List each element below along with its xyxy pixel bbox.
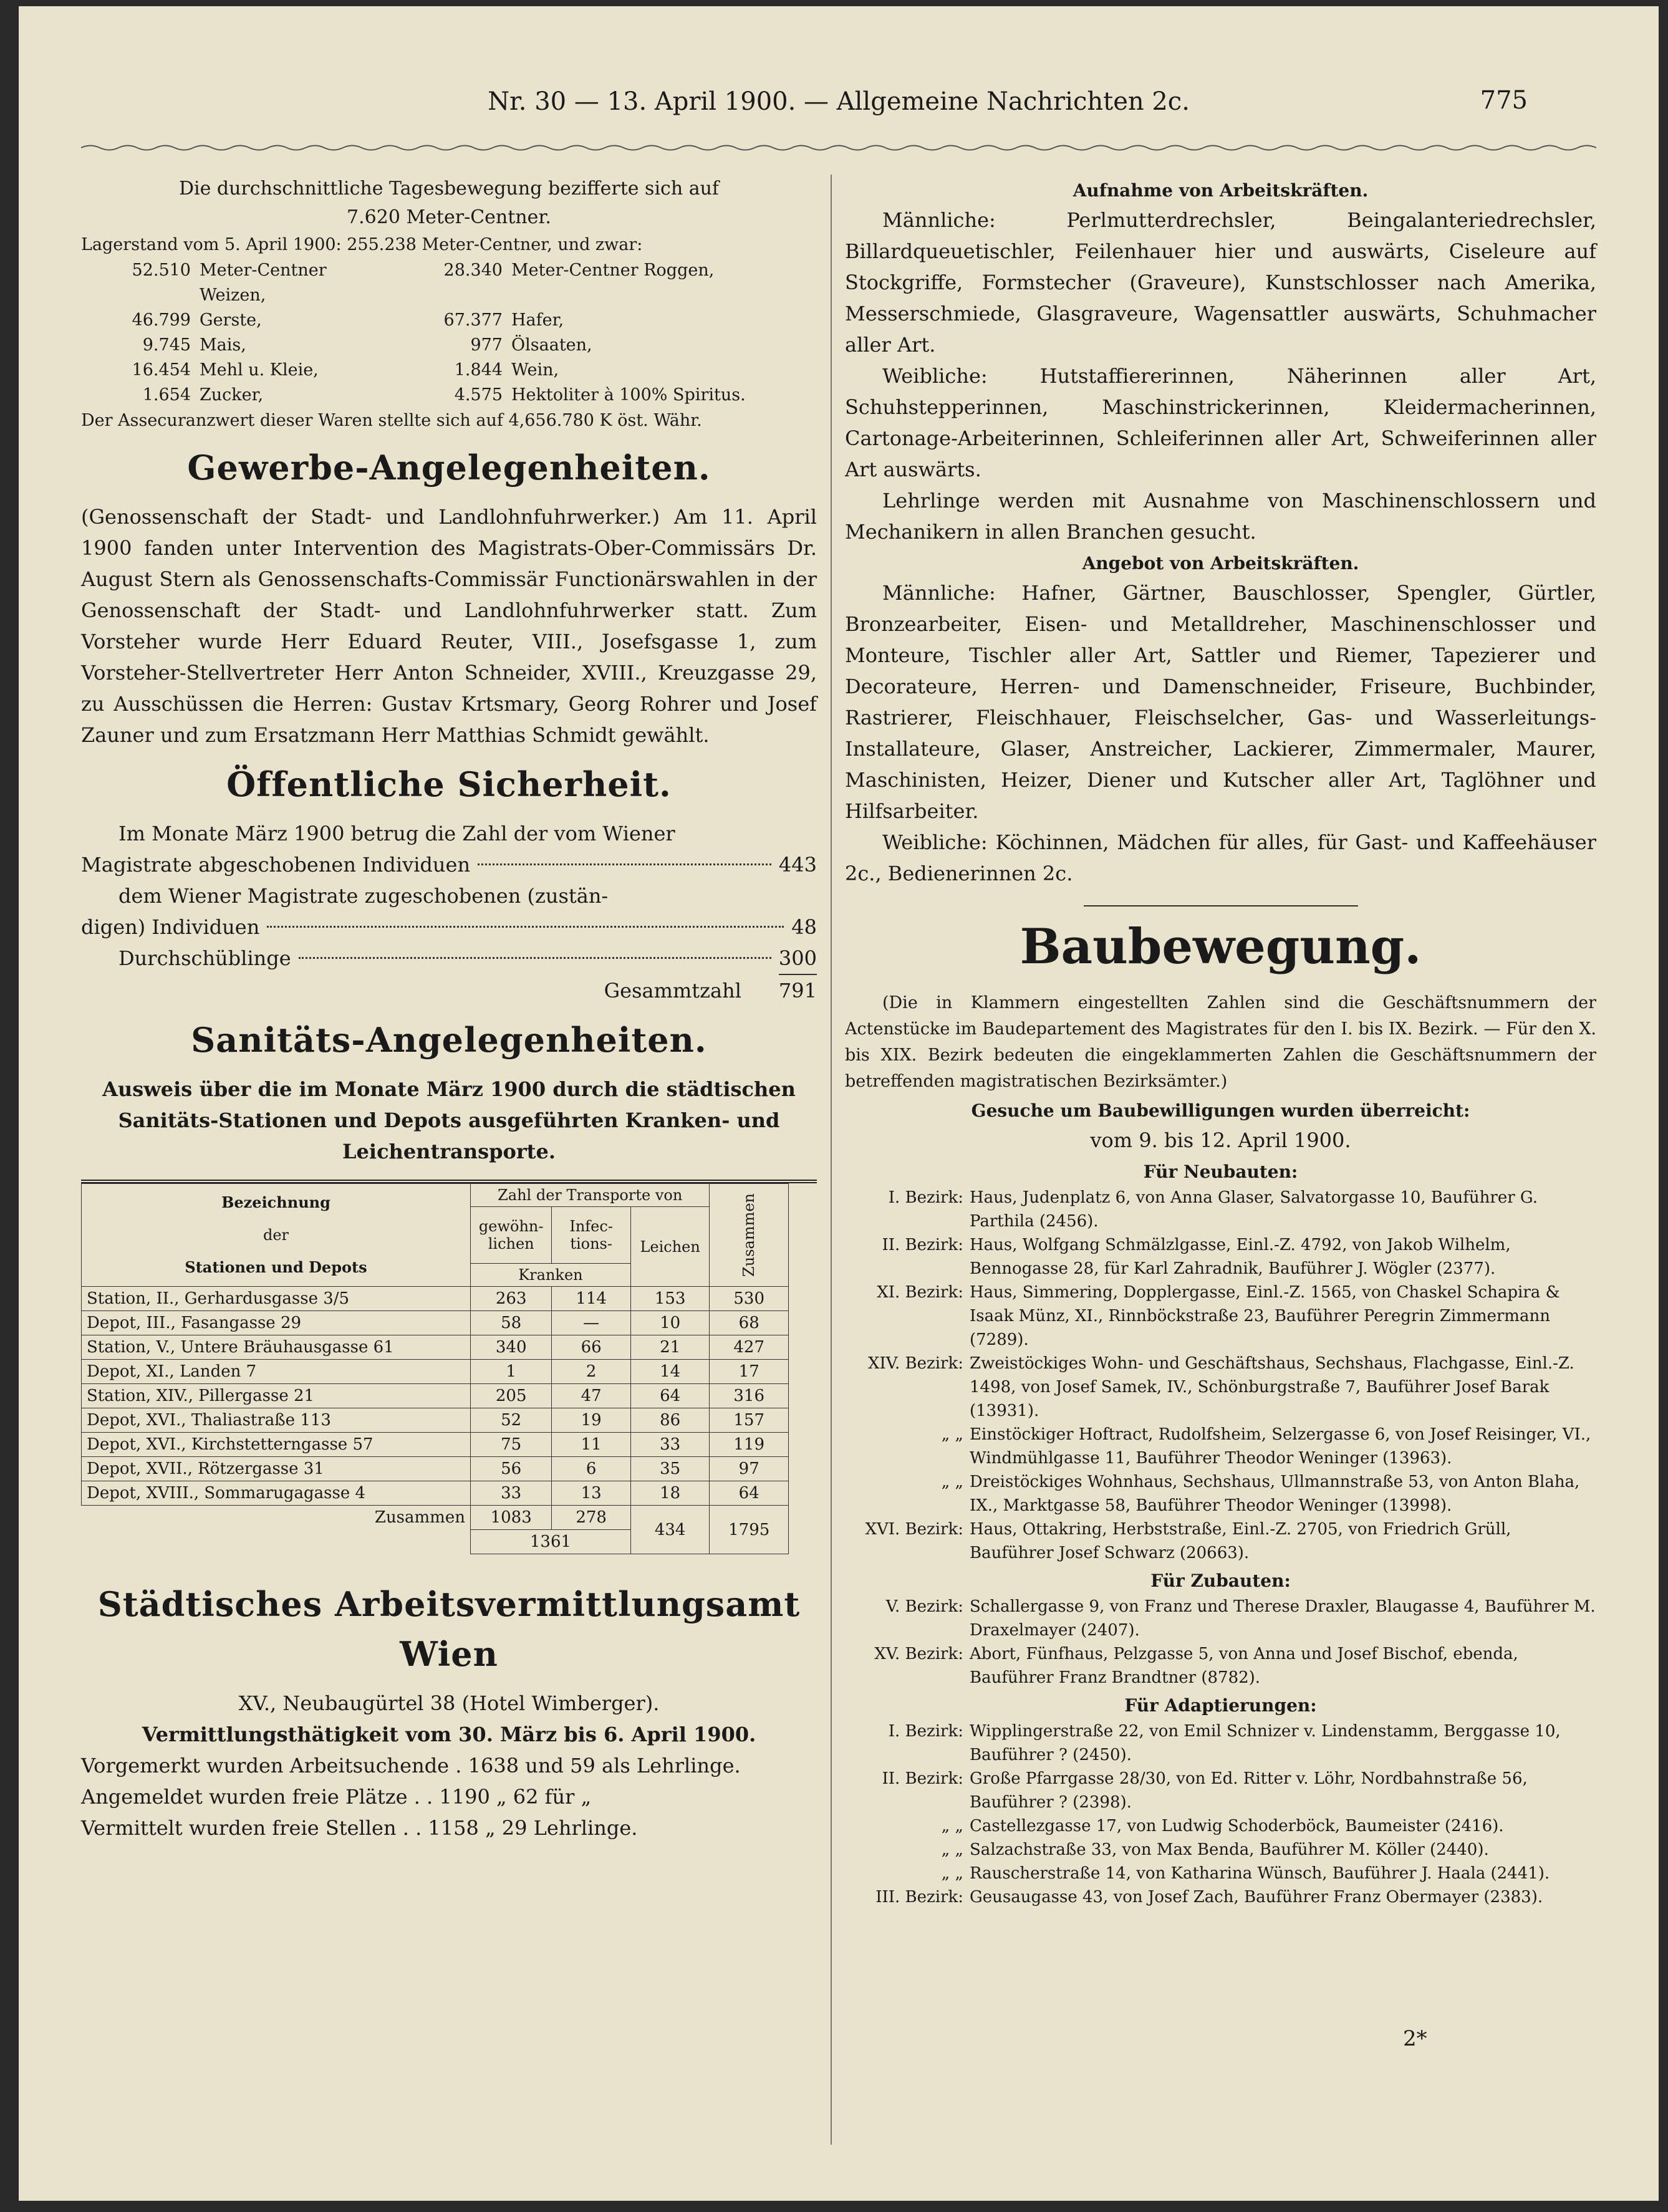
stock-cell: 977 [470,335,503,355]
bau-entry [845,1517,1596,1565]
bau-entry-district: II. Bezirk: [882,1769,963,1788]
bau-entry-text: Haus, Simmering, Dopplergasse, Einl.-Z. 1565, von Chaskel Schapira & Isaak Münz, XI., Rinnböckstraße 23, Bauführer Peregrin Zimmermann (7289). [970,1283,1560,1349]
col-header-name [82,1184,471,1287]
sicherheit-r2-value: 48 [791,915,817,939]
bau-entry-text: Haus, Judenplatz 6, von Anna Glaser, Salvatorgasse 10, Bauführer G. Parthila (2456). [970,1188,1538,1231]
leader-dots [267,926,784,928]
bau-entry-district: „ „ [941,1864,963,1883]
station-name-cell: Depot, XVII., Rötzergasse 31 [82,1457,471,1481]
count-cell: 68 [710,1311,789,1335]
bau-entry-text: Rauscherstraße 14, von Katharina Wünsch, Bauführer J. Haala (2441). [970,1864,1550,1883]
bau-entry-text: Dreistöckiges Wohnhaus, Sechshaus, Ullmannstraße 53, von Anton Blaha, IX., Marktgasse 58, Bauführer Theodor Weninger (13998). [970,1473,1580,1515]
table-row [82,1457,789,1481]
right-column [845,175,1596,1909]
sicherheit-row-1 [81,849,817,880]
count-cell: 97 [710,1457,789,1481]
count-cell: 17 [710,1360,789,1384]
count-cell: 86 [630,1408,710,1433]
zubauten-heading: Für Zubauten: [1150,1570,1291,1591]
stock-cell: Wein, [511,360,559,380]
gewerbe-heading: Gewerbe-Angelegenheiten. [187,448,711,488]
count-cell: 33 [630,1433,710,1457]
sicherheit-r2-label-b: digen) Individuen [81,915,260,939]
bau-entry-text: Schallergasse 9, von Franz und Therese Draxler, Blaugasse 4, Bauführer M. Draxelmayer (2407). [970,1597,1596,1640]
arbeitsamt-line-3: Vermittelt wurden freie Stellen . . 1158 „ 29 Lehrlinge. [81,1816,638,1840]
angebot-maennlich: Männliche: Hafner, Gärtner, Bauschlosser, Spengler, Gürtler, Bronzearbeiter, Eisen- und Metalldreher, Maschinenschlosser und Monteure, Tischler aller Art, Sattler und Riemer, Tapezierer und Decorateure, Herren- und Damenschneider, Friseure, Buchbinder, Rastrierer, Fleischhauer, Fleischselcher, Gas- und Wasserleitungs-Installateure, Glaser, Anstreicher, Lackierer, Zimmermaler, Maurer, Maschinisten, Heizer, Diener und Kutscher aller Art, Taglöhner und Hilfsarbeiter. [845,581,1596,823]
transport-table [81,1183,789,1554]
leader-dots [478,863,771,865]
stock-cell: 52.510 [132,261,191,280]
bau-entry-district: I. Bezirk: [888,1722,963,1741]
sicherheit-r3-label: Durchschüblinge [118,946,291,970]
stock-cell: 9.745 [142,335,191,355]
count-cell: 66 [552,1335,631,1360]
table-row [82,1335,789,1360]
bau-entry-text: Abort, Fünfhaus, Pelzgasse 5, von Anna und Josef Bischof, ebenda, Bauführer Franz Brandtner (8782). [970,1645,1518,1687]
sicherheit-r1-value: 443 [778,853,817,877]
signature-mark: 2* [1403,2026,1427,2051]
angebot-heading: Angebot von Arbeitskräften. [1082,553,1359,574]
bau-entry-district: XI. Bezirk: [877,1283,963,1302]
stock-cell: 28.340 [443,261,503,280]
stock-cell: 4.575 [454,385,503,405]
table-row [82,1287,789,1311]
bau-entry [845,1767,1596,1814]
station-name-cell: Station, II., Gerhardusgasse 3/5 [82,1287,471,1311]
bau-entry-text: Haus, Wolfgang Schmälzlgasse, Einl.-Z. 4792, von Jakob Wilhelm, Bennogasse 28, für Karl Zahradnik, Bauführer J. Wögler (2377). [970,1236,1511,1278]
count-cell: 153 [630,1287,710,1311]
bau-entry-district: „ „ [941,1473,963,1491]
sicherheit-total-label: Gesammtzahl [604,979,741,1003]
aufnahme-heading: Aufnahme von Arbeitskräften. [1073,180,1369,201]
station-name-cell: Station, XIV., Pillergasse 21 [82,1384,471,1408]
column-divider [831,175,832,2145]
table-sum-row [82,1506,789,1530]
bau-entry-district: XV. Bezirk: [874,1645,963,1663]
bau-entry-district: I. Bezirk: [888,1188,963,1207]
sicherheit-r3-value: 300 [779,943,817,975]
arbeitsamt-line-1: Vorgemerkt wurden Arbeitsuchende . 1638 und 59 als Lehrlinge. [81,1754,741,1777]
h-name-a: Bezeichnung [221,1193,330,1211]
count-cell: 157 [710,1408,789,1433]
section-rule [1084,905,1358,906]
zubauten-list [845,1595,1596,1690]
bau-heading: Baubewegung. [1020,918,1422,975]
arbeitsamt-heading: Städtisches Arbeitsvermittlungsamt Wien [97,1584,801,1674]
bau-entry [845,1186,1596,1233]
station-name-cell: Depot, XVI., Kirchstetterngasse 57 [82,1433,471,1457]
count-cell: — [552,1311,631,1335]
stock-cell: 46.799 [132,310,191,330]
count-cell: 1 [470,1360,551,1384]
stock-cell: Gerste, [200,310,262,330]
page-number: 775 [1480,86,1528,115]
angebot-weiblich: Weibliche: Köchinnen, Mädchen für alles, für Gast- und Kaffeehäuser 2c., Bedienerinnen 2c. [845,830,1596,885]
bau-entry-district: „ „ [941,1840,963,1859]
count-cell: 316 [710,1384,789,1408]
bau-entry-text: Einstöckiger Hoftract, Rudolfsheim, Selzergasse 6, von Josef Reisinger, VI., Windmühlgasse 11, Bauführer Theodor Weninger (13963). [970,1425,1591,1468]
sanitaet-heading: Sanitäts-Angelegenheiten. [191,1020,707,1060]
count-cell: 114 [552,1287,631,1311]
market-stock-intro: Lagerstand vom 5. April 1900: 255.238 Meter-Centner, und zwar: [81,235,643,254]
h-total: Zusammen [740,1193,758,1277]
count-cell: 427 [710,1335,789,1360]
col-header-total [710,1184,789,1287]
blank-cell [82,1530,471,1554]
arbeitsamt-line-2: Angemeldet wurden freie Plätze . . 1190 „ 62 für „ [81,1785,592,1809]
bau-entry [845,1595,1596,1642]
gewerbe-text: (Genossenschaft der Stadt- und Landlohnfuhrwerker.) Am 11. April 1900 fanden unter Intervention des Magistrats-Ober-Commissärs Dr. August Stern als Genossenschafts-Commissär Functionärswahlen in der Genossenschaft der Stadt- und Landlohnfuhrwerker statt. Zum Vorsteher wurde Herr Eduard Reuter, VIII., Josefsgasse 1, zum Vorsteher-Stellvertreter Herr Anton Schneider, XVIII., Kreuzgasse 29, zu Ausschüssen die Herren: Gustav Krtsmary, Georg Rohrer und Josef Zauner und zum Ersatzmann Herr Matthias Schmidt gewählt. [81,505,817,747]
count-cell: 19 [552,1408,631,1433]
market-stock-table [81,258,817,408]
sum-label: Zusammen [82,1506,471,1530]
sum-col1: 1083 [470,1506,551,1530]
count-cell: 119 [710,1433,789,1457]
bau-entry-district: V. Bezirk: [885,1597,963,1616]
market-line-2: 7.620 Meter-Centner. [347,206,551,228]
adaptierungen-heading: Für Adaptierungen: [1124,1695,1317,1716]
col-header-group: Zahl der Transporte von [470,1184,709,1207]
stock-cell: 1.654 [142,385,191,405]
count-cell: 21 [630,1335,710,1360]
bau-entry [845,1470,1596,1517]
stock-cell: 1.844 [454,360,503,380]
sicherheit-heading: Öffentliche Sicherheit. [226,764,672,804]
table-body [82,1287,789,1506]
bau-entry-district: III. Bezirk: [875,1888,963,1907]
stock-cell: Mehl u. Kleie, [200,360,319,380]
arbeitsamt-address: XV., Neubaugürtel 38 (Hotel Wimberger). [238,1691,660,1715]
bau-period: vom 9. bis 12. April 1900. [1090,1128,1351,1152]
bau-entry [845,1352,1596,1423]
aufnahme-maennlich: Männliche: Perlmutterdrechsler, Beingalanteriedrechsler, Billardqueuetischler, Feilenhauer hier und auswärts, Ciseleure auf Stockgriffe, Formstecher (Graveure), Kunstschlosser nach Amerika, Messerschmiede, Glasgraveure, Wagensattler auswärts, Schuhmacher aller Art. [845,208,1596,357]
count-cell: 56 [470,1457,551,1481]
col-header-2: Infec-tions- [552,1207,631,1264]
table-row [82,1360,789,1384]
bau-entry [845,1862,1596,1885]
bau-entry-district: XVI. Bezirk: [865,1520,963,1539]
sicherheit-row-3 [81,943,817,975]
col-header-kranken: Kranken [470,1264,630,1287]
station-name-cell: Depot, XI., Landen 7 [82,1360,471,1384]
bau-entry-district: „ „ [941,1425,963,1444]
stock-cell: Zucker, [200,385,264,405]
stock-cell: Meter-Centner Roggen, [511,261,715,280]
bau-entry-text: Große Pfarrgasse 28/30, von Ed. Ritter v. Löhr, Nordbahnstraße 56, Bauführer ? (2398). [970,1769,1528,1812]
sicherheit-r2-label-a: dem Wiener Magistrate zugeschobenen (zustän- [118,884,609,908]
sicherheit-total [81,975,817,1006]
station-name-cell: Depot, XVI., Thaliastraße 113 [82,1408,471,1433]
header-wavy-rule [81,142,1596,153]
adaptierungen-list [845,1719,1596,1909]
h-name-c: Stationen und Depots [185,1258,367,1276]
newspaper-page [19,6,1659,2201]
stock-cell: Meter-Centner Weizen, [200,261,327,305]
count-cell: 33 [470,1481,551,1506]
count-cell: 18 [630,1481,710,1506]
bau-entry-text: Wipplingerstraße 22, von Emil Schnizer v. Lindenstamm, Berggasse 10, Bauführer ? (2450). [970,1722,1561,1764]
sum-col3: 434 [630,1506,710,1554]
bau-entry-district: „ „ [941,1817,963,1835]
sum-kranken: 1361 [470,1530,630,1554]
count-cell: 64 [630,1384,710,1408]
stock-cell: 16.454 [132,360,191,380]
count-cell: 13 [552,1481,631,1506]
sanitaet-subheading: Ausweis über die im Monate März 1900 durch die städtischen Sanitäts-Stationen und Depots ausgeführten Kranken- und Leichentransporte. [102,1077,796,1163]
transport-table-wrapper [81,1180,817,1554]
bau-entry [845,1423,1596,1470]
leader-dots [299,957,771,959]
bau-entry-text: Geusaugasse 43, von Josef Zach, Bauführer Franz Obermayer (2383). [970,1888,1543,1907]
bau-entry [845,1719,1596,1767]
sicherheit-intro: Im Monate März 1900 betrug die Zahl der vom Wiener [118,822,675,845]
station-name-cell: Station, V., Untere Bräuhausgasse 61 [82,1335,471,1360]
sum-total: 1795 [710,1506,789,1554]
bau-entry [845,1885,1596,1909]
col-header-1: gewöhn-lichen [470,1207,551,1264]
table-row [82,1481,789,1506]
station-name-cell: Depot, III., Fasangasse 29 [82,1311,471,1335]
bau-entry-text: Castellezgasse 17, von Ludwig Schoderböck, Baumeister (2416). [970,1817,1504,1835]
stock-cell: Mais, [200,335,246,355]
bau-entry-text: Haus, Ottakring, Herbststraße, Einl.-Z. 2705, von Friedrich Grüll, Bauführer Josef Schwarz (20663). [970,1520,1511,1562]
stock-cell: 67.377 [443,310,503,330]
count-cell: 263 [470,1287,551,1311]
count-cell: 6 [552,1457,631,1481]
arbeitsamt-period: Vermittlungsthätigkeit vom 30. März bis 6. April 1900. [142,1723,756,1746]
bau-entry-district: II. Bezirk: [882,1236,963,1254]
bau-entry-text: Salzachstraße 33, von Max Benda, Bauführer M. Köller (2440). [970,1840,1489,1859]
bau-note: (Die in Klammern eingestellten Zahlen sind die Geschäftsnummern der Actenstücke im Baudepartement des Magistrates für den I. bis IX. Bezirk. — Für den X. bis XIX. Bezirk bedeuten die eingeklammerten Zahlen die Geschäftsnummern der betreffenden magistratischen Bezirksämter.) [845,993,1596,1091]
station-name-cell: Depot, XVIII., Sommarugagasse 4 [82,1481,471,1506]
count-cell: 64 [710,1481,789,1506]
count-cell: 47 [552,1384,631,1408]
market-insurance: Der Assecuranzwert dieser Waren stellte sich auf 4,656.780 K öst. Währ. [81,411,702,430]
left-column [81,175,817,1844]
aufnahme-lehrlinge: Lehrlinge werden mit Ausnahme von Maschinenschlossern und Mechanikern in allen Branchen gesucht. [845,489,1596,544]
table-row [82,1433,789,1457]
neubauten-heading: Für Neubauten: [1143,1161,1298,1182]
table-row [82,1384,789,1408]
bau-gesuche: Gesuche um Baubewilligungen wurden überreicht: [971,1100,1470,1121]
stock-cell: Ölsaaten, [511,335,592,355]
sicherheit-r1-label: Magistrate abgeschobenen Individuen [81,853,471,877]
page-header: Nr. 30 — 13. April 1900. — Allgemeine Nachrichten 2c. [488,87,1190,116]
count-cell: 14 [630,1360,710,1384]
bau-entry [845,1642,1596,1690]
sum-col2: 278 [552,1506,631,1530]
h-name-b: der [263,1226,289,1244]
table-row [82,1408,789,1433]
stock-cell: Hektoliter à 100% Spiritus. [511,385,746,405]
bau-entry-text: Zweistöckiges Wohn- und Geschäftshaus, Sechshaus, Flachgasse, Einl.-Z. 1498, von Josef Samek, IV., Schönburgstraße 7, Bauführer Josef Barak (13931). [970,1354,1574,1420]
bau-entry [845,1281,1596,1352]
neubauten-list [845,1186,1596,1565]
market-line-1: Die durchschnittliche Tagesbewegung bezifferte sich auf [178,178,720,200]
count-cell: 205 [470,1384,551,1408]
col-header-3: Leichen [630,1207,710,1287]
bau-entry-district: XIV. Bezirk: [868,1354,963,1373]
sicherheit-total-value: 791 [778,979,817,1003]
bau-entry [845,1814,1596,1838]
stock-cell: Hafer, [511,310,564,330]
count-cell: 10 [630,1311,710,1335]
count-cell: 35 [630,1457,710,1481]
count-cell: 11 [552,1433,631,1457]
table-row [82,1311,789,1335]
sicherheit-row-2 [81,911,817,943]
count-cell: 58 [470,1311,551,1335]
count-cell: 52 [470,1408,551,1433]
aufnahme-weiblich: Weibliche: Hutstaffiererinnen, Näherinnen aller Art, Schuhstepperinnen, Maschinstrickerinnen, Kleidermacherinnen, Cartonage-Arbeiterinnen, Schleiferinnen aller Art, Schweiferinnen aller Art auswärts. [845,364,1596,481]
count-cell: 530 [710,1287,789,1311]
count-cell: 2 [552,1360,631,1384]
bau-entry [845,1233,1596,1281]
count-cell: 75 [470,1433,551,1457]
bau-entry [845,1838,1596,1862]
count-cell: 340 [470,1335,551,1360]
